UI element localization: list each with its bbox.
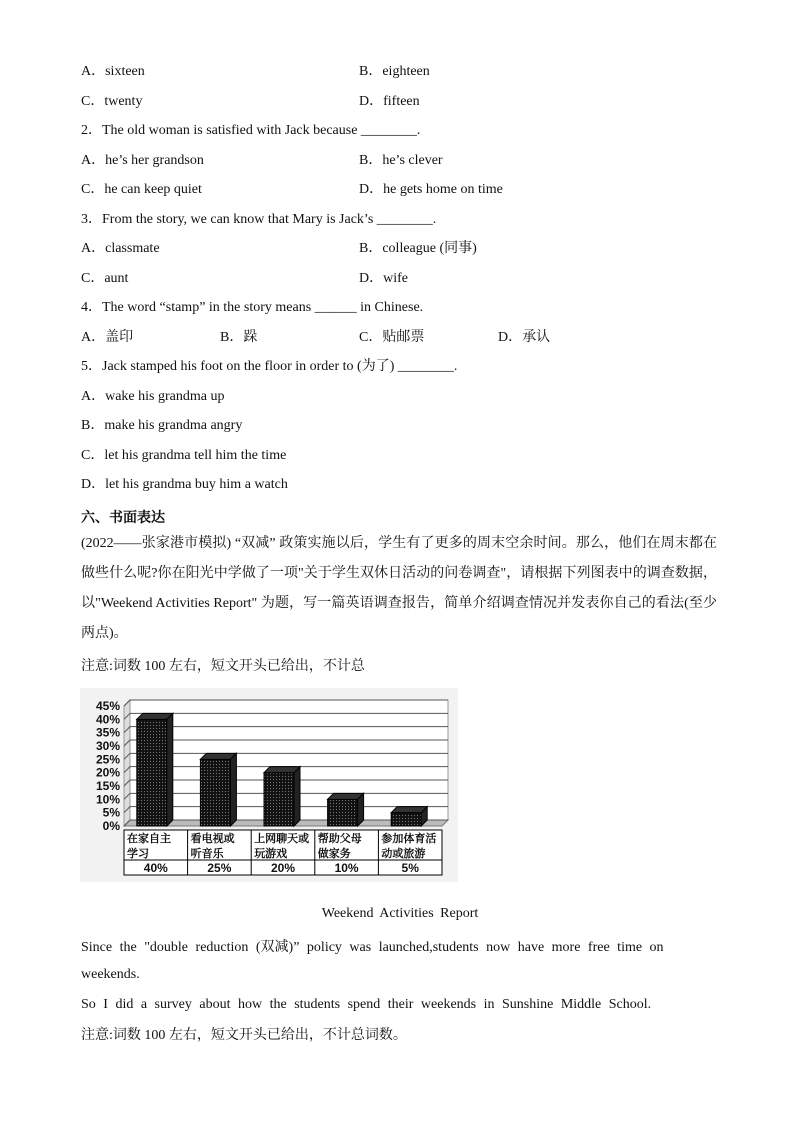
q3-option-c: C．aunt (81, 271, 129, 286)
value-label: 25% (207, 861, 232, 875)
bar (391, 813, 421, 826)
category-label: 动或旅游 (381, 847, 426, 860)
bar-side (358, 793, 364, 826)
q2-option-d: D．he gets home on time (359, 182, 503, 197)
y-tick-label: 10% (95, 792, 120, 807)
section-heading: 六、书面表达 (81, 510, 165, 526)
category-label: 参加体育活 (381, 832, 437, 845)
bar (264, 773, 294, 826)
category-label: 看电视或 (190, 832, 235, 845)
bar-side (230, 753, 236, 826)
category-label: 在家自主 (127, 832, 171, 845)
writing-prompt: (2022——张家港市模拟) “双减” 政策实施以后，学生有了更多的周末空余时间。那么，他们在周末都在做些什么呢?你在阳光中学做了一项"关于学生双休日活动的问卷调查"，请根据下列图表中的调查数据，以"Weekend Activities Report" 为题，写一篇英语调查报告，简单介绍调查情况并发表你自己的看法(至少两点)。 (81, 536, 717, 641)
y-tick-label: 30% (95, 739, 120, 753)
y-tick-label: 5% (102, 805, 120, 820)
bar-side (167, 713, 173, 826)
value-label: 10% (334, 861, 359, 875)
y-tick-label: 0% (102, 819, 120, 833)
q5-option-b: B．make his grandma angry (81, 418, 243, 433)
report-line-3: So I did a survey about how the students spend their weekends in Sunshine Middle School. (81, 997, 652, 1012)
q2-option-b: B．he’s clever (359, 153, 443, 168)
q5-option-c: C．let his grandma tell him the time (81, 448, 287, 463)
value-label: 5% (401, 861, 419, 875)
q3-option-d: D．wife (359, 271, 408, 286)
y-tick-label: 40% (95, 712, 120, 727)
q3-stem: 3．From the story, we can know that Mary is Jack’s ________. (81, 212, 437, 227)
word-count-note: 注意:词数 100 左右，短文开头已给出，不计总 (81, 659, 365, 674)
report-line-2: weekends. (81, 967, 140, 982)
q4-option-d: D．承认 (498, 330, 551, 345)
bar (200, 759, 230, 826)
q1-option-c: C．twenty (81, 94, 143, 109)
q3-option-b: B．colleague (同事) (359, 241, 477, 256)
q2-option-a: A．he’s her grandson (81, 153, 204, 168)
q3-option-a: A．classmate (81, 241, 160, 256)
q5-stem: 5．Jack stamped his foot on the floor in order to (为了) ________. (81, 359, 458, 374)
y-tick-label: 35% (95, 725, 120, 740)
y-tick-label: 45% (95, 699, 120, 713)
q1-option-b: B．eighteen (359, 64, 430, 79)
q2-stem: 2．The old woman is satisfied with Jack because ________. (81, 123, 421, 138)
q4-option-a: A．盖印 (81, 330, 134, 345)
report-line-1: Since the "double reduction (双减)” policy was launched,students now have more free time on (81, 940, 664, 955)
value-label: 40% (143, 861, 168, 875)
q4-option-b: B．跺 (220, 330, 258, 345)
category-label: 听音乐 (190, 847, 224, 860)
value-label: 20% (270, 861, 296, 875)
y-tick-label: 25% (95, 752, 120, 767)
bar (328, 799, 358, 826)
y-tick-label: 15% (95, 779, 120, 793)
bar (137, 719, 167, 826)
category-label: 帮助父母 (317, 832, 362, 845)
category-label: 学习 (127, 847, 149, 860)
category-label: 做家务 (317, 847, 351, 860)
q1-option-a: A．sixteen (81, 64, 145, 79)
category-label: 上网聊天或 (254, 832, 310, 845)
q5-option-a: A．wake his grandma up (81, 389, 225, 404)
bar-side (294, 767, 300, 826)
category-label: 玩游戏 (254, 847, 288, 860)
y-tick-label: 20% (95, 765, 120, 780)
q4-stem: 4．The word “stamp” in the story means ______ in Chinese. (81, 300, 424, 315)
q2-option-c: C．he can keep quiet (81, 182, 202, 197)
report-title: Weekend Activities Report (321, 906, 479, 921)
q1-option-d: D．fifteen (359, 94, 420, 109)
survey-chart (80, 688, 458, 882)
q4-option-c: C．贴邮票 (359, 330, 425, 345)
word-count-note-full: 注意:词数 100 左右，短文开头已给出，不计总词数。 (81, 1028, 407, 1043)
q5-option-d: D．let his grandma buy him a watch (81, 477, 288, 492)
survey-bar-chart (80, 688, 458, 882)
